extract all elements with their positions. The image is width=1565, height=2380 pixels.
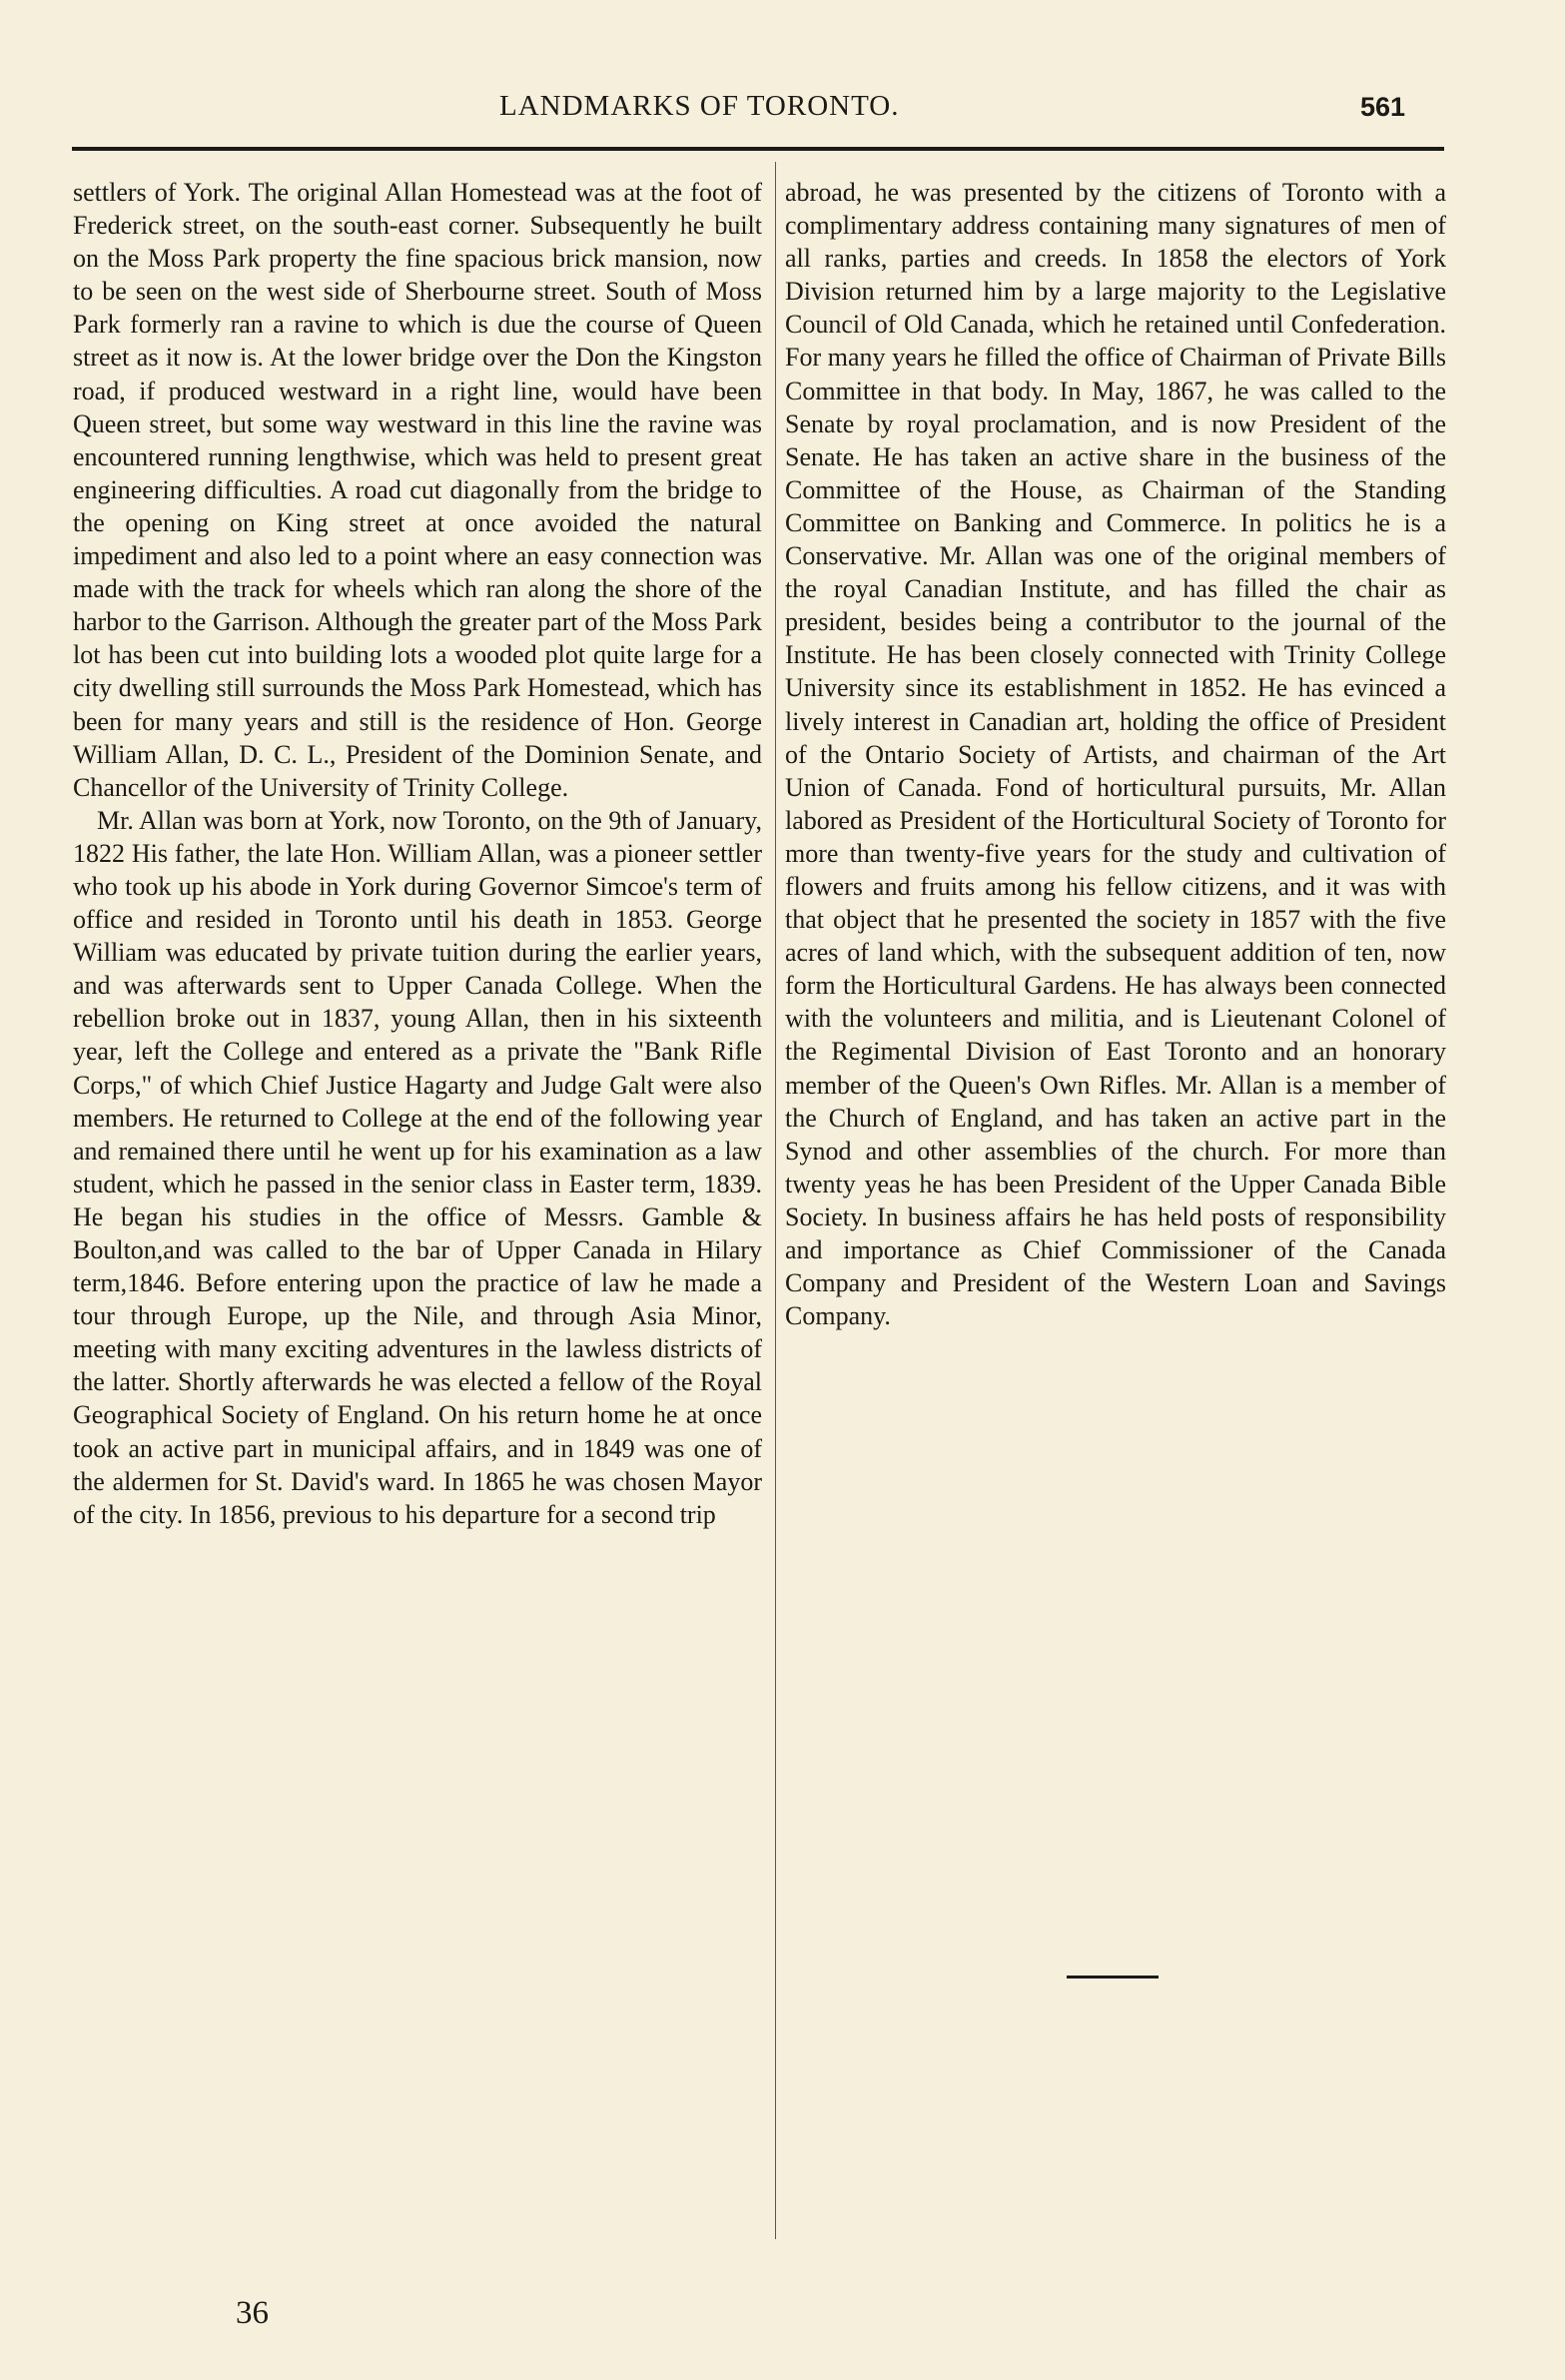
column-divider	[775, 162, 776, 2239]
running-head: LANDMARKS OF TORONTO.	[499, 90, 900, 122]
left-column	[73, 176, 762, 1531]
right-paragraph-1: abroad, he was presented by the citizens of Toronto with a complimentary address containing many signatures of men of all ranks, parties and creeds. In 1858 the electors of York Division returned him by a large majority to the Legislative Council of Old Canada, which he retained until Confederation. For many years he filled the office of Chairman of Private Bills Committee in that body. In May, 1867, he was called to the Senate by royal proclamation, and is now President of the Senate. He has taken an active share in the business of the Committee of the House, as Chairman of the Standing Committee on Banking and Commerce. In politics he is a Conservative. Mr. Allan was one of the original members of the royal Canadian Institute, and has filled the chair as president, besides being a contributor to the journal of the Institute. He has been closely connected with Trinity College University since its establishment in 1852. He has evinced a lively interest in Canadian art, holding the office of President of the Ontario Society of Artists, and chairman of the Art Union of Canada. Fond of horticultural pursuits, Mr. Allan labored as President of the Horticultural Society of Toronto for more than twenty-five years for the study and cultivation of flowers and fruits among his fellow citizens, and it was with that object that he presented the society in 1857 with the five acres of land which, with the subsequent addition of ten, now form the Horticultural Gardens. He has always been connected with the volunteers and militia, and is Lieutenant Colonel of the Regimental Division of East Toronto and an honorary member of the Queen's Own Rifles. Mr. Allan is a member of the Church of England, and has taken an active part in the Synod and other assemblies of the church. For more than twenty yeas he has been President of the Upper Canada Bible Society. In business affairs he has held posts of responsibility and importance as Chief Commissioner of the Canada Company and President of the Western Loan and Savings Company.	[785, 178, 1446, 1331]
left-paragraph-1: settlers of York. The original Allan Homestead was at the foot of Frederick street, on the south-east corner. Subsequently he built on the Moss Park property the fine spacious brick mansion, now to be seen on the west side of Sherbourne street. South of Moss Park formerly ran a ravine to which is due the course of Queen street as it now is. At the lower bridge over the Don the Kingston road, if produced westward in a right line, would have been Queen street, but some way westward in this line the ravine was encountered running lengthwise, which was held to present great engineering difficulties. A road cut diagonally from the bridge to the opening on King street at once avoided the natural impediment and also led to a point where an easy connection was made with the track for wheels which ran along the shore of the harbor to the Garrison. Although the greater part of the Moss Park lot has been cut into building lots a wooded plot quite large for a city dwelling still surrounds the Moss Park Homestead, which has been for many years and still is the residence of Hon. George William Allan, D. C. L., President of the Dominion Senate, and Chancellor of the University of Trinity College.	[73, 178, 762, 802]
signature-mark: 36	[236, 2295, 269, 2331]
left-paragraph-2: Mr. Allan was born at York, now Toronto, on the 9th of January, 1822 His father, the late Hon. William Allan, was a pioneer settler who took up his abode in York during Governor Simcoe's term of office and resided in Toronto until his death in 1853. George William was educated by private tuition during the earlier years, and was afterwards sent to Upper Canada College. When the rebellion broke out in 1837, young Allan, then in his sixteenth year, left the College and entered as a private the "Bank Rifle Corps," of which Chief Justice Hagarty and Judge Galt were also members. He returned to College at the end of the following year and remained there until he went up for his examination as a law student, which he passed in the senior class in Easter term, 1839. He began his studies in the office of Messrs. Gamble & Boulton,and was called to the bar of Upper Canada in Hilary term,1846. Before entering upon the practice of law he made a tour through Europe, up the Nile, and through Asia Minor, meeting with many exciting adventures in the lawless districts of the latter. Shortly afterwards he was elected a fellow of the Royal Geographical Society of England. On his return home he at once took an active part in municipal affairs, and in 1849 was one of the aldermen for St. David's ward. In 1865 he was chosen Mayor of the city. In 1856, previous to his departure for a second trip	[73, 805, 762, 1529]
page-number: 561	[1360, 92, 1406, 122]
header-rule	[72, 147, 1444, 151]
section-end-rule	[1067, 1976, 1159, 1979]
right-column	[785, 176, 1446, 1332]
